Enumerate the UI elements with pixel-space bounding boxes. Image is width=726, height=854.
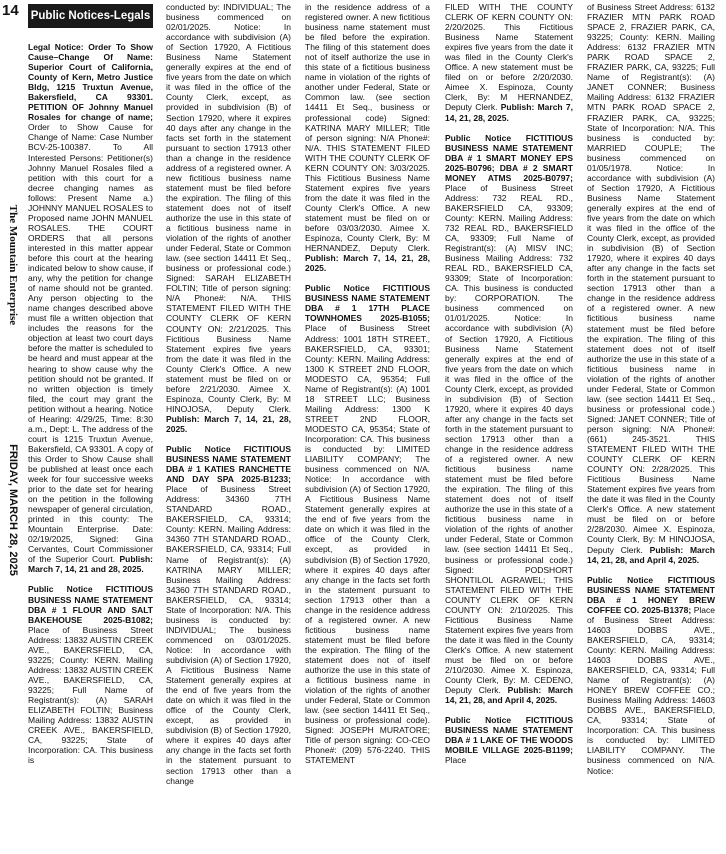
notice-block (166, 444, 291, 786)
page-number: 14 (2, 2, 19, 19)
notice-heading: Legal Notice: Order To Show Cause–Change Of Name: Superior Court of California, County of Kern, Metro Justice Bldg, 1215 Truxtun Avenue, Bakersfield, CA 93301. PETITION OF Johnny Manuel Rosales for change of name; (28, 42, 153, 123)
section-banner: Public Notices-Legals (28, 4, 153, 28)
notice-text (28, 42, 153, 574)
publish-dates: Publish: March 14, 21, 28, and April 4, 2025. (587, 544, 715, 565)
notice-body: Place of Business Street Address: 34360 7TH STANDARD ROAD., BAKERSFIELD, CA, 93314; County: KERN. Mailing Address: 34360 7TH STANDARD ROAD., BAKERSFIELD, CA, 93314; Full Name of Registrant(s): (A) KATRINA MARY MILLER; Business Mailing Address: 34360 7TH STANDARD ROAD., BAKERSFIELD, CA, 93314; State of Incorporation: N/A. This business is conducted by: INDIVIDUAL; The business commenced on 03/01/2025. Notice: In accordance with subdivision (A) of Section 17920, A Fictitious Business Name Statement generally expires at the end of five years from the date on which it was filed in the office of the County Clerk, except, as provided in subdivision (B) of Section 17920, where it expires 40 days after any change in the facts set forth in the statement pursuant to section 17913 other than a change (166, 484, 291, 786)
masthead-vertical (2, 150, 24, 380)
notice-body: Place of Business Street Address: 13832 AUSTIN CREEK AVE., BAKERSFIELD, CA, 93225; County: KERN. Mailing Address: 13832 AUSTIN CREEK AVE., BAKERSFIELD, CA, 93225; Full Name of Registrant(s): (A) SARAH ELIZABETH FOLTIN; Business Mailing Address: 13832 AUSTIN CREEK AVE., BAKERSFIELD, CA, 93225; State of Incorporation: CA. This business is (28, 624, 153, 766)
notice-text (166, 2, 291, 434)
issue-date-vertical (2, 410, 24, 610)
column-4 (445, 0, 573, 854)
publish-dates: Publish: March 14, 21, 28, and April 4, 2025. (445, 685, 573, 706)
notice-block (28, 584, 153, 765)
publish-dates: Publish: March 7, 14, 21, 28, 2025. (166, 413, 291, 434)
column-2 (166, 0, 291, 854)
notice-text (305, 2, 430, 273)
publish-dates: Publish: March 7, 14, 21, 28, 2025. (305, 253, 430, 274)
notice-block (445, 2, 573, 123)
publish-dates: Publish: March 7, 14, 21 and 28, 2025. (28, 554, 153, 575)
notice-text (445, 2, 573, 123)
notice-heading: Public Notice FICTITIOUS BUSINESS NAME STATEMENT DBA # 1 SMART MONEY EPS 2025-B0796; DBA # 2 SMART MONEY ATMS 2025-B0797; (445, 132, 573, 183)
notice-body: in the residence address of a registered owner. A new fictitious business name statement must be filed before the expiration. The filing of this statement does not of itself authorize the use in this state of a fictitious business name in violation of the rights of another under Federal, State or Common law. (see section 14411 Et Seq., business or professional code) Signed: KATRINA MARY MILLER; Title of person signing: N/A Phone#: N/A. THIS STATEMENT FILED WITH THE COUNTY CLERK OF KERN COUNTY ON: 3/03/2025. This Fictitious Business Name Statement expires five years from the date it was filed in the County Clerk's Office. A new statement must be filed on or before 03/03/2030. Aimee X. Espinoza, County Clerk, By: M HERNANDEZ, Deputy Clerk. (305, 2, 430, 254)
column-3 (305, 0, 430, 854)
notice-text (28, 584, 153, 765)
notice-body: FILED WITH THE COUNTY CLERK OF KERN COUNTY ON: 2/20/2025. This Fictitious Business Name Statement expires five years from the date it was filed in the County Clerk's Office. A new statement must be filed on or before 2/20/2030. Aimee X. Espinoza, County Clerk, By: M HERNANDEZ, Deputy Clerk. (445, 2, 573, 113)
notice-block (166, 2, 291, 434)
issue-date-text: FRIDAY, MARCH 28, 2025 (7, 444, 19, 576)
notice-block (445, 133, 573, 706)
notice-text (587, 2, 715, 565)
notice-heading: Public Notice FICTITIOUS BUSINESS NAME STATEMENT DBA # 1 LAKE OF THE WOODS MOBILE VILLAGE 2025-B1199; (445, 715, 573, 756)
notice-block (587, 575, 715, 776)
notice-block (28, 42, 153, 574)
notice-body: Order to Show Cause for Change of Name: Case Number BCV-25-100387. To All Interested Persons: Petitioner(s) Johnny Manuel Rosales filed a petition with this court for a decree changing names as follows: Present Name a.) JOHNNY MANUEL ROSALES to Proposed name JOHN MANUEL ROSALES. THE COURT ORDERS that all persons interested in this matter appear before this court at the hearing indicated below to show cause, if any, why the petition for change of name should not be granted. Any person objecting to the name changes described above must file a written objection that includes the reasons for the objection at least two court days before the matter is scheduled to be heard and must appear at the hearing to show cause why the petition should not be granted. If no written objection is timely filed, the court may grant the petition without a hearing. Notice of Hearing: 4/29/25, Time: 8:30 a.m., Dept: L. The address of the court is 1215 Truxtun Avenue, Bakersfield, CA 93301. A copy of this Order to Show Cause shall be published at least once each week for four successive weeks prior to the date set for hearing on the petition in the following newspaper of general circulation, printed in this county: The Mountain Enterprise. Date: 02/19/2025, Signed: Gina Cervantes, Court Commissioner of the Superior Court. (28, 122, 153, 565)
notice-body: Place of Business Street Address: 14603 DOBBS AVE., BAKERSFIELD, CA, 93314; County: KERN. Mailing Address: 14603 DOBBS AVE., BAKERSFIELD, CA, 93314; Full Name of Registrant(s): (A) HONEY BREW COFFEE CO.; Business Mailing Address: 14603 DOBBS AVE., BAKERSFIELD, CA, 93314; State of Incorporation: CA. This business is conducted by: LIMITED LIABILITY COMPANY. The business commenced on N/A. Notice: (587, 604, 715, 776)
column-5 (587, 0, 715, 854)
notice-body: of Business Street Address: 6132 FRAZIER MTN PARK ROAD SPACE 2, FRAZIER PARK, CA, 93225; County: KERN. Mailing Address: 6132 FRAZIER MTN PARK ROAD SPACE 2, FRAZIER PARK, CA, 93225; Full Name of Registrant(s): (A) JANET CONNER; Business Mailing Address: 6132 FRAZIER MTN PARK ROAD SPACE 2, FRAZIER PARK, CA, 93225; State of Incorporation: N/A. This business is conducted by: MARRIED COUPLE; The business commenced on 01/05/1978. Notice: In accordance with subdivision (A) of Section 17920, A Fictitious Business Name Statement generally expires at the end of five years from the date on which it was filed in the office of the County Clerk, except, as provided in subdivision (B) of Section 17920, where it expires 40 days after any change in the facts set forth in the statement pursuant to section 17913 other than a change in the residence address of a registered owner. A new fictitious business name statement must be filed before the expiration. The filing of this statement does not of itself authorize the use in this state of a fictitious business name in violation of the rights of another under Federal, State or Common law. (see section 14411 Et Seq., business or professional code.) Signed: JANET CONNER; Title of person signing: N/A Phone#: (661) 245-3521. THIS STATEMENT FILED WITH THE COUNTY CLERK OF KERN COUNTY ON: 2/28/2025. This Fictitious Business Name Statement expires five years from the date it was filed in the County Clerk's Office. A new statement must be filed on or before 2/28/2030. Aimee X. Espinoza, County Clerk, By: M HINOJOSA, Deputy Clerk. (587, 2, 715, 555)
notice-heading: Public Notice FICTITIOUS BUSINESS NAME STATEMENT DBA # 1 HONEY BREW COFFEE CO. 2025-B1378; (587, 574, 715, 615)
notice-body: Place of Business Street Address: 732 REAL RD., BAKERSFIELD CA, 93309; County: KERN. Mailing Address: 732 REAL RD., BAKERSFIELD CA, 93309; Full Name of Registrant(s): (A) MISV INC; Business Mailing Address: 732 REAL RD., BAKERSFIELD CA, 93309; State of Incorporation: CA. This business is conducted by: CORPORATION. The business commenced on 01/01/2025. Notice: In accordance with subdivision (A) of Section 17920, A Fictitious Business Name Statement generally expires at the end of five years from the date on which it was filed in the office of the County Clerk, except, as provided in subdivision (B) of Section 17920, where it expires 40 days after any change in the facts set forth in the statement pursuant to section 17913 other than a change in the residence address of a registered owner. A new fictitious business name statement must be filed before the expiration. The filing of this statement does not of itself authorize the use in this state of a fictitious business name in violation of the rights of another under Federal, State or Common law. (see section 14411 Et Seq., business or professional code.) Signed: PODSHORT SHONTILOL AGRAWEL; THIS STATEMENT FILED WITH THE COUNTY CLERK OF KERN COUNTY ON: 2/10/2025. This Fictitious Business Name Statement expires five years from the date it was filed in the County Clerk's Office. A new statement must be filed on or before 2/10/2030. Aimee X. Espinoza, County Clerk, By: M. CEDENO, Deputy Clerk. (445, 182, 573, 696)
column-1 (28, 0, 153, 854)
notice-body: Place (445, 755, 467, 766)
notice-heading: Public Notice FICTITIOUS BUSINESS NAME STATEMENT DBA # 1 FLOUR AND SALT BAKEHOUSE 2025-B1082; (28, 584, 153, 625)
masthead-text: The Mountain Enterprise (7, 204, 19, 326)
notice-text (445, 715, 573, 765)
notice-text (305, 283, 430, 765)
notice-body: Place of Business Street Address: 1001 18TH STREET., BAKERSFIELD, CA, 93301; County: KERN. Mailing Address: 1300 K STREET 2ND FLOOR, MODESTO CA, 95354; Full Name of Registrant(s): (A) 1001 18 STREET LLC; Business Mailing Address: 1300 K STREET 2ND FLOOR, MODESTO CA, 95354; State of Incorporation: CA. This business is conducted by: LIMITED LIABILITY COMPANY; The business commenced on N/A. Notice: In accordance with subdivision (A) of Section 17920, A Fictitious Business Name Statement generally expires at the end of five years from the date on which it was filed in the office of the County Clerk, except, as provided in subdivision (B) of Section 17920, where it expires 40 days after any change in the facts set forth in the statement pursuant to section 17913 other than a change in the residence address of a registered owner. A new fictitious business name statement must be filed before the expiration. The filing of the statement does not of itself authorize the use in this state of a fictitious business name in violation of the rights of another under Federal, State or Common law. (see section 14411 Et Seq., business or professional code). Signed: JOSEPH MURATORE; Title of person signing: CO-CEO Phone#: (209) 576-2240. THIS STATEMENT (305, 323, 430, 766)
notice-text (166, 444, 291, 786)
notice-block (587, 2, 715, 565)
notice-heading: Public Notice FICTITIOUS BUSINESS NAME STATEMENT DBA # 1 KATIES RANCHETTE AND DAY SPA 2025-B1233; (166, 444, 291, 485)
publish-dates: Publish: March 7, 14, 21, 28, 2025. (445, 102, 573, 123)
notice-block (445, 715, 573, 765)
notice-heading: Public Notice FICTITIOUS BUSINESS NAME STATEMENT DBA # 1 17TH PLACE TOWNHOMES 2025-B1055; (305, 283, 430, 324)
notice-block (305, 283, 430, 765)
notice-text (445, 133, 573, 706)
notice-block (305, 2, 430, 273)
notice-text (587, 575, 715, 776)
notice-body: conducted by: INDIVIDUAL; The business commenced on 02/01/2025. Notice: In accordance with subdivision (A) of Section 17920, A Fictitious Business Name Statement generally expires at the end of five years from the date on which it was filed in the office of the County Clerk, except, as provided in subdivision (B) of Section 17920, where it expires 40 days after any change in the facts set forth in the statement pursuant to section 17913 other than a change in the residence address of a registered owner. A new fictitious business name statement must be filed before the expiration. The filing of this statement does not of itself authorize the use in this state of a fictitious business name in violation of the rights of another under Federal, State or Common law. (see section 14411 Et Seq., business or professional code.) Signed: SARAH ELIZABETH FOLTIN; Title of person signing: N/A Phone#: N/A. THIS STATEMENT FILED WITH THE COUNTY CLERK OF KERN COUNTY ON: 2/21/2025. This Fictitious Business Name Statement expires five years from the date it was filed in the County Clerk's Office. A new statement must be filed on or before 2/21/2030. Aimee X. Espinoza, County Clerk, By: M HINOJOSA, Deputy Clerk. (166, 2, 291, 414)
